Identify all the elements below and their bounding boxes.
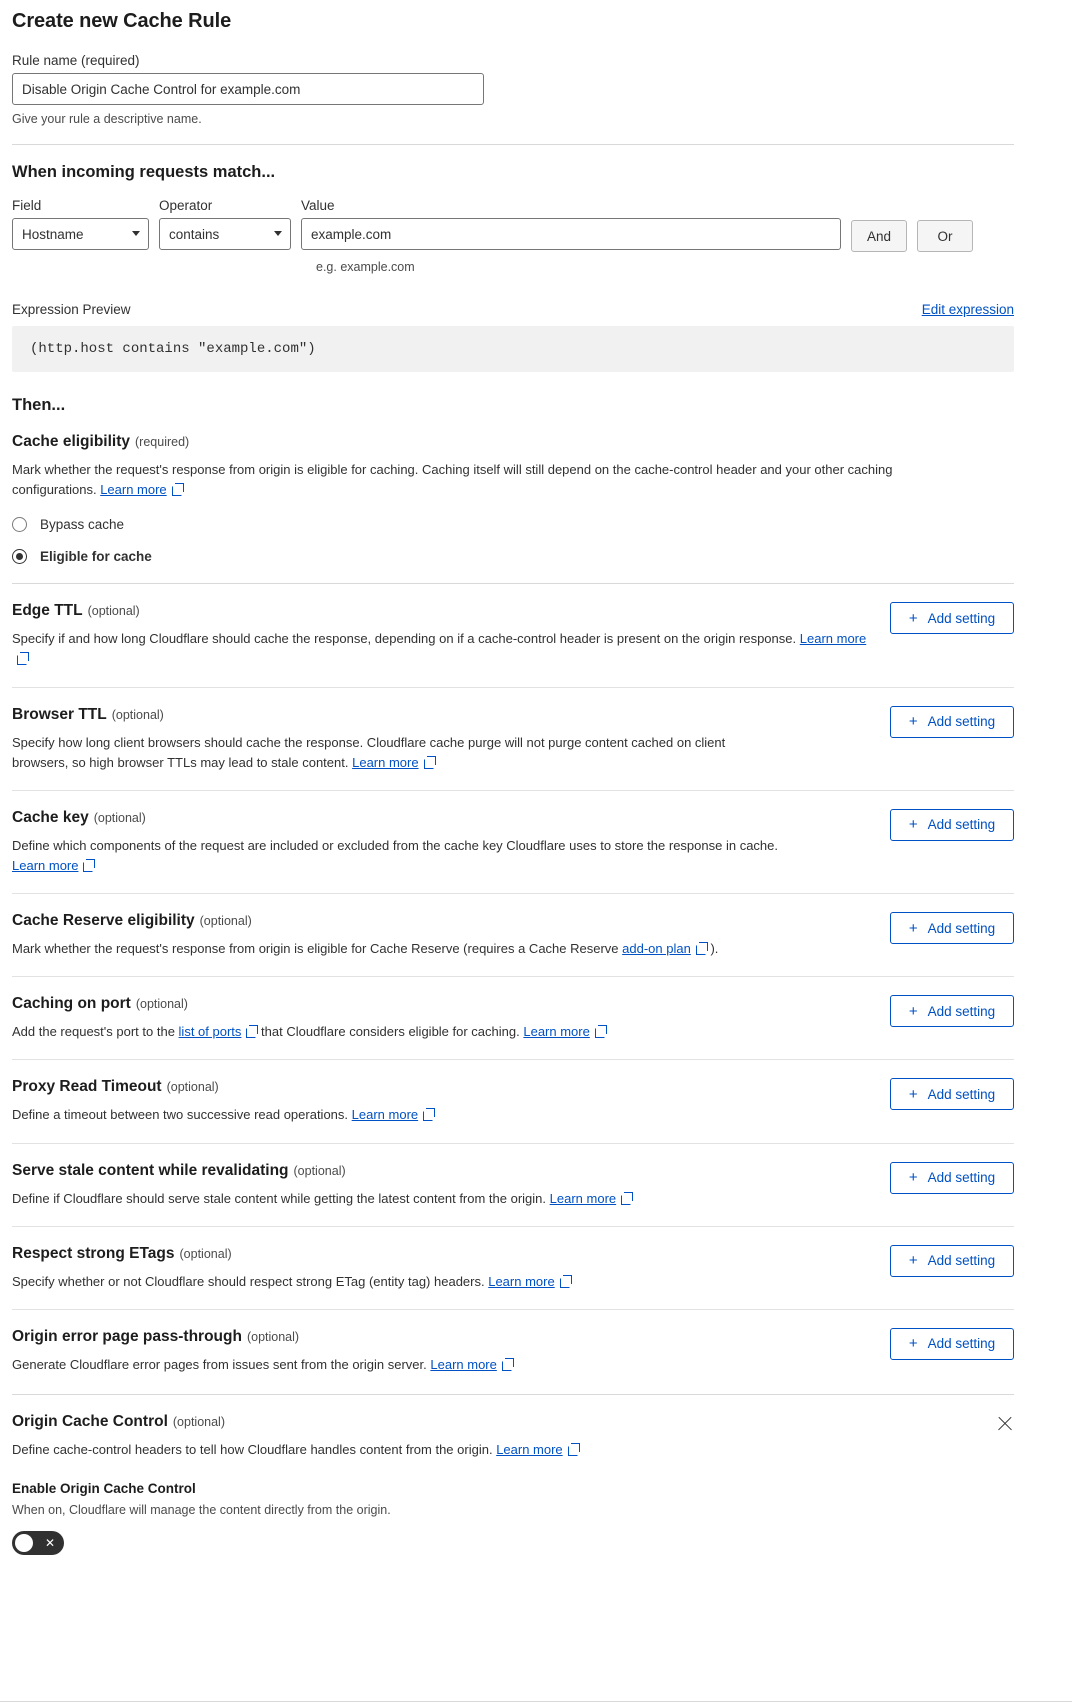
add-setting-button-origin-error-page[interactable] — [890, 1328, 1014, 1360]
setting-title — [12, 1245, 792, 1263]
radio-icon[interactable] — [12, 517, 27, 532]
add-setting-label: Add setting — [927, 1086, 996, 1102]
plus-icon: + — [908, 816, 918, 834]
add-setting-label: Add setting — [927, 714, 996, 730]
field-select[interactable] — [12, 218, 149, 250]
edit-expression-link[interactable]: Edit expression — [921, 302, 1014, 317]
enable-origin-cache-control-label: Enable Origin Cache Control — [12, 1481, 196, 1497]
plus-icon: + — [908, 1335, 918, 1353]
section-optional-tag: (optional) — [166, 1080, 219, 1095]
cache-eligibility-section — [12, 415, 1014, 564]
learn-more-link[interactable]: Learn more — [496, 1441, 563, 1457]
radio-eligible-for-cache[interactable] — [12, 549, 1014, 564]
setting-description — [12, 1355, 792, 1375]
section-title-text: Caching on port — [12, 995, 131, 1013]
description-text: Generate Cloudflare error pages from issues sent from the origin server. — [12, 1356, 427, 1372]
setting-description — [12, 1272, 792, 1292]
external-link-icon — [560, 1276, 571, 1287]
section-optional-tag: (optional) — [293, 1163, 346, 1178]
operator-column — [159, 198, 291, 250]
setting-respect-strong-etags — [12, 1227, 1014, 1292]
setting-proxy-read-timeout — [12, 1060, 1014, 1125]
external-link-icon — [83, 860, 94, 871]
cache-eligibility-description — [12, 460, 942, 500]
rule-name-hint: Give your rule a descriptive name. — [12, 112, 202, 126]
setting-description — [12, 1189, 792, 1209]
learn-more-link[interactable]: Learn more — [100, 482, 167, 498]
operator-label: Operator — [159, 198, 213, 213]
section-optional-tag: (optional) — [93, 810, 146, 825]
add-setting-button-respect-etags[interactable] — [890, 1245, 1014, 1277]
add-setting-button-edge-ttl[interactable] — [890, 602, 1014, 634]
setting-origin-error-page-pass-through — [12, 1310, 1014, 1375]
section-optional-tag: (optional) — [111, 707, 164, 722]
learn-more-link[interactable]: Learn more — [352, 754, 419, 770]
setting-serve-stale-content — [12, 1144, 1014, 1209]
setting-title — [12, 995, 792, 1013]
external-link-icon — [502, 1359, 513, 1370]
learn-more-link[interactable]: Learn more — [549, 1190, 617, 1206]
plus-icon: + — [908, 713, 918, 731]
value-label: Value — [301, 198, 335, 213]
rule-name-input[interactable] — [12, 73, 484, 105]
page-title: Create new Cache Rule — [12, 10, 232, 32]
description-text: Mark whether the request's response from origin is eligible for Cache Reserve (requires a Cache Reserve — [12, 941, 619, 957]
setting-browser-ttl — [12, 688, 1014, 773]
section-optional-tag: (optional) — [179, 1246, 232, 1261]
section-optional-tag: (optional) — [199, 914, 252, 929]
add-setting-label: Add setting — [927, 1253, 996, 1269]
setting-title — [12, 809, 782, 827]
expression-preview-label: Expression Preview — [12, 302, 131, 317]
setting-title — [12, 1328, 792, 1346]
learn-more-link[interactable]: Learn more — [12, 857, 79, 873]
add-setting-button-proxy-read-timeout[interactable] — [890, 1078, 1014, 1110]
plus-icon: + — [908, 1252, 918, 1270]
section-title-text: Proxy Read Timeout — [12, 1078, 162, 1096]
field-label: Field — [12, 198, 42, 213]
section-optional-tag: (optional) — [87, 604, 140, 619]
close-icon[interactable] — [996, 1415, 1014, 1433]
learn-more-link[interactable]: Learn more — [799, 631, 867, 647]
cache-eligibility-title — [12, 433, 189, 451]
setting-cache-reserve-eligibility — [12, 894, 1014, 959]
add-setting-label: Add setting — [927, 1003, 996, 1019]
then-heading: Then... — [12, 396, 66, 414]
setting-description — [12, 629, 870, 669]
external-link-icon — [246, 1026, 257, 1037]
description-text: Define if Cloudflare should serve stale content while getting the latest content from the origin. — [12, 1190, 547, 1206]
radio-label: Eligible for cache — [40, 549, 152, 565]
value-hint: e.g. example.com — [316, 260, 415, 274]
divider — [12, 144, 1014, 145]
section-title-text: Respect strong ETags — [12, 1244, 175, 1262]
description-text-2: that Cloudflare considers eligible for caching. — [261, 1024, 520, 1040]
description-text: Define which components of the request are included or excluded from the cache key Cloudflare uses to store the response in cache. — [12, 837, 778, 853]
setting-title — [12, 1413, 862, 1431]
operator-select[interactable] — [159, 218, 291, 250]
section-optional-tag: (optional) — [246, 1329, 300, 1344]
plus-icon: + — [908, 609, 918, 627]
list-of-ports-link[interactable]: list of ports — [178, 1024, 242, 1040]
setting-caching-on-port — [12, 977, 1014, 1042]
add-setting-button-cache-reserve[interactable] — [890, 912, 1014, 944]
section-title-text: Edge TTL — [12, 602, 83, 620]
radio-icon-selected[interactable] — [12, 549, 27, 564]
add-setting-button-browser-ttl[interactable] — [890, 706, 1014, 738]
toggle-knob — [15, 1534, 33, 1552]
plus-icon: + — [908, 1085, 918, 1103]
enable-origin-cache-control-desc: When on, Cloudflare will manage the content directly from the origin. — [12, 1503, 391, 1518]
setting-description — [12, 939, 792, 959]
add-setting-button-cache-key[interactable] — [890, 809, 1014, 841]
expression-preview-box: (http.host contains "example.com") — [12, 326, 1014, 372]
plus-icon: + — [908, 919, 918, 937]
section-required-tag: (required) — [135, 435, 190, 449]
setting-title — [12, 1078, 792, 1096]
description-text: Define a timeout between two successive read operations. — [12, 1107, 349, 1123]
add-on-plan-link[interactable]: add-on plan — [622, 941, 691, 957]
setting-title — [12, 706, 782, 724]
learn-more-link[interactable]: Learn more — [351, 1107, 419, 1123]
section-title-text: Cache Reserve eligibility — [12, 912, 195, 930]
radio-label: Bypass cache — [40, 517, 125, 533]
description-text: Specify whether or not Cloudflare should respect strong ETag (entity tag) headers. — [12, 1273, 485, 1289]
external-link-icon — [621, 1193, 632, 1204]
external-link-icon — [172, 484, 183, 495]
and-button[interactable]: And — [851, 220, 907, 252]
section-title-text: Browser TTL — [12, 705, 107, 723]
add-setting-button-caching-on-port[interactable] — [890, 995, 1014, 1027]
add-setting-label: Add setting — [927, 1336, 996, 1352]
description-text: Specify if and how long Cloudflare should cache the response, depending on if a cache-control header is present on the origin response. — [12, 631, 797, 647]
learn-more-link[interactable]: Learn more — [430, 1356, 497, 1372]
section-title-text: Origin Cache Control — [12, 1412, 168, 1430]
radio-bypass-cache[interactable] — [12, 517, 1014, 532]
description-text-2: ). — [710, 941, 719, 957]
section-title-text: Origin error page pass-through — [12, 1327, 242, 1345]
setting-origin-cache-control — [12, 1395, 1014, 1586]
description-text: Define cache-control headers to tell how Cloudflare handles content from the origin. — [12, 1441, 493, 1457]
add-setting-label: Add setting — [927, 610, 996, 626]
external-link-icon — [17, 653, 28, 664]
setting-description — [12, 1440, 862, 1460]
enable-origin-cache-control-toggle[interactable] — [12, 1531, 64, 1555]
boolean-buttons — [851, 198, 973, 252]
section-title-text: Cache key — [12, 808, 89, 826]
learn-more-link[interactable]: Learn more — [523, 1024, 590, 1040]
add-setting-button-serve-stale[interactable] — [890, 1162, 1014, 1194]
rule-name-label: Rule name (required) — [12, 53, 140, 68]
add-setting-label: Add setting — [927, 1170, 996, 1186]
setting-description — [12, 733, 782, 773]
setting-description — [12, 836, 782, 876]
setting-title — [12, 1162, 792, 1180]
description-text: Add the request's port to the — [12, 1024, 175, 1040]
or-button[interactable]: Or — [917, 220, 973, 252]
section-title-text: Serve stale content while revalidating — [12, 1161, 289, 1179]
section-optional-tag: (optional) — [172, 1414, 225, 1429]
value-input[interactable] — [301, 218, 841, 250]
add-setting-label: Add setting — [927, 817, 996, 833]
expression-header — [12, 302, 1014, 317]
external-link-icon — [424, 757, 435, 768]
match-heading: When incoming requests match... — [12, 163, 276, 181]
external-link-icon — [696, 943, 707, 954]
section-optional-tag: (optional) — [135, 997, 188, 1012]
match-row — [12, 198, 1014, 252]
section-title-text: Cache eligibility — [12, 433, 131, 450]
learn-more-link[interactable]: Learn more — [488, 1273, 555, 1289]
rule-name-section — [12, 53, 1014, 126]
field-column — [12, 198, 149, 250]
add-setting-label: Add setting — [927, 920, 996, 936]
description-text: Mark whether the request's response from origin is eligible for caching. Caching itself will still depend on the cache-control header and your other caching configurations. — [12, 462, 893, 498]
setting-description — [12, 1022, 792, 1042]
setting-title — [12, 912, 792, 930]
external-link-icon — [568, 1444, 579, 1455]
plus-icon: + — [908, 1002, 918, 1020]
description-text: Specify how long client browsers should cache the response. Cloudflare cache purge will not purge content cached on client browsers, so high browser TTLs may lead to stale content. — [12, 734, 726, 770]
external-link-icon — [595, 1026, 606, 1037]
setting-title — [12, 602, 870, 620]
external-link-icon — [423, 1109, 434, 1120]
setting-edge-ttl — [12, 584, 1014, 669]
toggle-off-icon: ✕ — [44, 1536, 55, 1551]
setting-cache-key — [12, 791, 1014, 876]
plus-icon: + — [908, 1169, 918, 1187]
value-column — [301, 198, 841, 250]
setting-description — [12, 1105, 792, 1125]
